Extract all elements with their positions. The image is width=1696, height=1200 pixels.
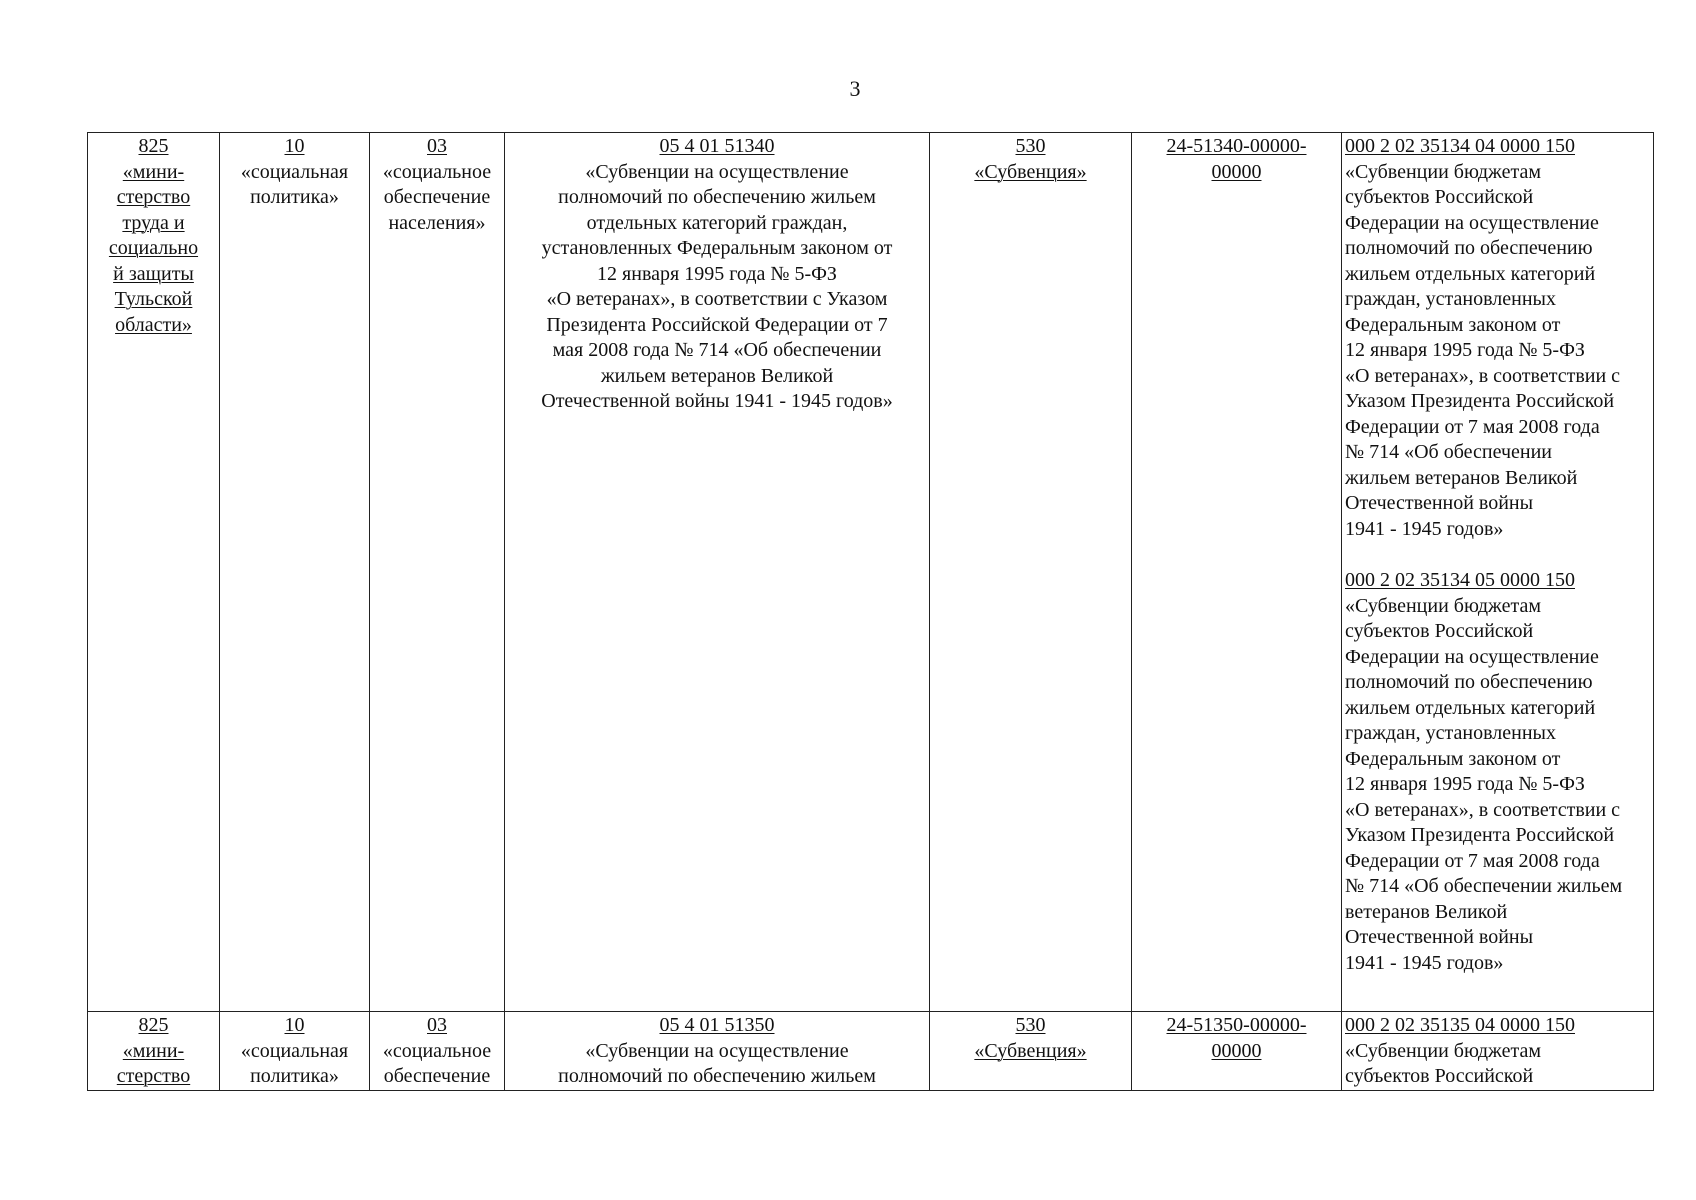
purpose-code-line: 24-51340-00000- [1166, 135, 1307, 157]
income-name-line: граждан, установленных [1345, 722, 1556, 744]
subsection-cell [370, 133, 505, 1012]
income-cell [1342, 1012, 1654, 1091]
target-cell [505, 133, 930, 1012]
income-name-line: Отечественной войны [1345, 492, 1534, 514]
gov-cell [88, 133, 220, 1012]
target-name-line: полномочий по обеспечению жильем [558, 186, 876, 208]
income-cell [1342, 133, 1654, 1012]
target-name-line: установленных Федеральным законом от [541, 237, 893, 259]
page-number: 3 [849, 76, 861, 101]
expense-cell [930, 133, 1132, 1012]
income-name-line: 12 января 1995 года № 5-ФЗ [1345, 339, 1585, 361]
subsection-name-line: обеспечение [383, 1065, 491, 1087]
gov-name-line: й защиты [113, 262, 194, 285]
section-name-line: политика» [250, 1065, 339, 1087]
expense-code: 530 [1015, 1014, 1046, 1036]
gov-name-line: Тульской [114, 288, 193, 310]
income-name-line: субъектов Российской [1345, 1065, 1534, 1087]
income-name-line: «Субвенции бюджетам [1345, 1039, 1541, 1062]
income-name-line: субъектов Российской [1345, 620, 1534, 642]
income-name-line: Указом Президента Российской [1345, 824, 1615, 846]
target-name-line: «О ветеранах», в соответствии с Указом [546, 288, 888, 310]
section-name-line: «социальная [240, 160, 349, 183]
budget-classification-table [87, 132, 1654, 1091]
target-name-line: «Субвенции на осуществление [585, 1039, 849, 1062]
target-code: 05 4 01 51350 [659, 1014, 775, 1036]
gov-name-line: социально [108, 237, 199, 259]
gov-name-line: труда и [122, 211, 185, 234]
gov-code: 825 [138, 1014, 169, 1036]
section-code: 10 [284, 1014, 305, 1036]
gov-name-line: «мини- [122, 160, 185, 183]
gov-name-line: стерство [116, 186, 191, 208]
target-name-line: отдельных категорий граждан, [586, 211, 848, 234]
income-name-line: «О ветеранах», в соответствии с [1345, 798, 1621, 821]
target-name-line: мая 2008 года № 714 «Об обеспечении [552, 339, 882, 361]
income-name-line: Федерации от 7 мая 2008 года [1345, 849, 1600, 872]
income-name-line: Федеральным законом от [1345, 747, 1561, 770]
income-name-line: Федерации от 7 мая 2008 года [1345, 415, 1600, 438]
income-name-line: жильем ветеранов Великой [1345, 466, 1578, 489]
expense-cell [930, 1012, 1132, 1091]
income-name-line: 1941 - 1945 годов» [1345, 951, 1504, 974]
income-name-line: «Субвенции бюджетам [1345, 160, 1541, 183]
income-name-line: полномочий по обеспечению [1345, 237, 1593, 259]
section-name-line: политика» [250, 186, 339, 208]
purpose-cell [1132, 1012, 1342, 1091]
income-name-line: «О ветеранах», в соответствии с [1345, 364, 1621, 387]
subsection-name-line: обеспечение [383, 186, 491, 208]
income-name-line: жильем отдельных категорий [1345, 262, 1596, 285]
section-cell [220, 133, 370, 1012]
subsection-cell [370, 1012, 505, 1091]
purpose-code-line: 00000 [1211, 160, 1262, 183]
target-cell [505, 1012, 930, 1091]
target-name-line: Президента Российской Федерации от 7 [546, 313, 888, 336]
target-code: 05 4 01 51340 [659, 135, 775, 157]
section-name-line: «социальная [240, 1039, 349, 1062]
target-name-line: 12 января 1995 года № 5-ФЗ [597, 262, 837, 285]
income-name-line: 12 января 1995 года № 5-ФЗ [1345, 773, 1585, 795]
income-name-line: Отечественной войны [1345, 926, 1534, 948]
expense-name: «Субвенция» [974, 1039, 1087, 1062]
purpose-cell [1132, 133, 1342, 1012]
paragraph-gap [1345, 542, 1650, 568]
table-row [88, 133, 1654, 1012]
income-code: 000 2 02 35135 04 0000 150 [1345, 1014, 1575, 1036]
expense-name: «Субвенция» [974, 160, 1087, 183]
subsection-code: 03 [427, 135, 447, 157]
income-name-line: полномочий по обеспечению [1345, 671, 1593, 693]
subsection-name-line: населения» [388, 211, 486, 234]
gov-cell [88, 1012, 220, 1091]
gov-name-line: области» [115, 313, 192, 336]
income-code: 000 2 02 35134 04 0000 150 [1345, 135, 1575, 157]
target-name-line: полномочий по обеспечению жильем [558, 1065, 876, 1087]
income-name-line: Федерации на осуществление [1345, 211, 1599, 234]
gov-name-line: стерство [116, 1065, 191, 1087]
income-name-line: Федерации на осуществление [1345, 645, 1599, 668]
income-name-line: «Субвенции бюджетам [1345, 594, 1541, 617]
purpose-code-line: 24-51350-00000- [1166, 1014, 1307, 1036]
target-name-line: Отечественной войны 1941 - 1945 годов» [541, 390, 893, 412]
section-cell [220, 1012, 370, 1091]
income-name-line: жильем отдельных категорий [1345, 696, 1596, 719]
subsection-name-line: «социальное [382, 160, 492, 183]
income-name-line: Указом Президента Российской [1345, 390, 1615, 412]
expense-code: 530 [1015, 135, 1046, 157]
income-name-line: Федеральным законом от [1345, 313, 1561, 336]
income-name-line: граждан, установленных [1345, 288, 1556, 310]
gov-name-line: «мини- [122, 1039, 185, 1062]
gov-code: 825 [138, 135, 169, 157]
subsection-name-line: «социальное [382, 1039, 492, 1062]
income-code: 000 2 02 35134 05 0000 150 [1345, 569, 1575, 591]
target-name-line: «Субвенции на осуществление [585, 160, 849, 183]
income-name-line: ветеранов Великой [1345, 900, 1508, 923]
income-name-line: субъектов Российской [1345, 186, 1534, 208]
income-name-line: № 714 «Об обеспечении жильем [1345, 875, 1623, 897]
subsection-code: 03 [427, 1014, 447, 1036]
purpose-code-line: 00000 [1211, 1039, 1262, 1062]
income-name-line: № 714 «Об обеспечении [1345, 441, 1552, 463]
target-name-line: жильем ветеранов Великой [600, 364, 834, 387]
income-name-line: 1941 - 1945 годов» [1345, 517, 1504, 540]
table-row [88, 1012, 1654, 1091]
section-code: 10 [284, 135, 305, 157]
